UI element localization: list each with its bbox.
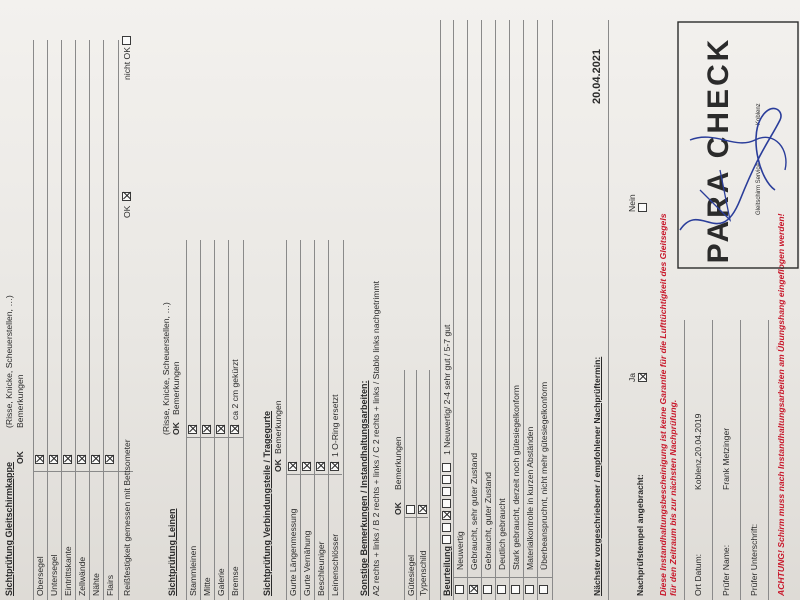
rating-scale-box[interactable] bbox=[442, 499, 451, 508]
row-label: Bremse bbox=[230, 566, 240, 596]
gleitschirmkappe-hint: (Risse, Knicke, Scheuerstellen, …) bbox=[4, 295, 14, 428]
rating-scale-box[interactable] bbox=[442, 535, 451, 544]
row-label: Gütesiegel bbox=[406, 554, 416, 596]
row-ok-checkbox[interactable] bbox=[216, 425, 225, 434]
rating-checkbox[interactable] bbox=[539, 585, 548, 594]
verbindung-title: Sichtprüfung Verbindungsteile / Tragegurte bbox=[262, 410, 272, 596]
row-label: Untersegel bbox=[49, 554, 59, 596]
stamp-small-text: Gleitschirm Service bbox=[756, 163, 762, 215]
table-row bbox=[47, 40, 62, 600]
row-label: Stammleinen bbox=[188, 545, 198, 596]
row-label: Beschleuniger bbox=[316, 541, 326, 596]
row-remark: ca 2 cm gekürzt bbox=[230, 359, 240, 420]
stamp-label: Nachprüfstempel angebracht: bbox=[635, 474, 645, 596]
field-value[interactable]: Frank Metzinger bbox=[721, 427, 731, 490]
rating-label: Stark gebraucht, derzeit noch gütesiegelkonform bbox=[511, 385, 521, 570]
next-check-date: 20.04.2021 bbox=[591, 48, 603, 104]
stamp-ja-checkbox[interactable] bbox=[638, 373, 647, 382]
row-ok-checkbox[interactable] bbox=[49, 455, 58, 464]
verbindung-remarks-header: Bemerkungen bbox=[273, 400, 283, 454]
stamp-nein-label: Nein bbox=[627, 194, 637, 212]
rating-label: Neuwertig bbox=[455, 531, 465, 570]
section-guetesiegel bbox=[392, 370, 432, 600]
rating-label: Deutlich gebraucht bbox=[497, 498, 507, 570]
table-row bbox=[228, 240, 244, 600]
next-check-label: Nächster vorgeschriebener / empfohlener Nachprüftermin: bbox=[592, 356, 602, 596]
row-ok-checkbox[interactable] bbox=[302, 462, 311, 471]
row-ok-checkbox[interactable] bbox=[202, 425, 211, 434]
section-gleitschirmkappe bbox=[0, 40, 145, 600]
row-label: Gurte Längenmessung bbox=[288, 508, 298, 596]
guete-col-remarks: Bemerkungen bbox=[393, 436, 403, 490]
row-label: Mitte bbox=[202, 577, 212, 596]
row-label: Zellwände bbox=[77, 556, 87, 596]
leinen-col-ok: OK bbox=[171, 422, 181, 435]
section-fields bbox=[684, 300, 772, 600]
row-ok-checkbox[interactable] bbox=[288, 462, 297, 471]
sonstige-title: Sonstige Bemerkungen / Instandhaltungsarbeiten: bbox=[359, 380, 369, 596]
row-label: Obersegel bbox=[35, 556, 45, 596]
field-row-bottom bbox=[768, 320, 769, 600]
stamp-ja-label: Ja bbox=[627, 372, 637, 382]
rating-label: Gebraucht, sehr guter Zustand bbox=[469, 452, 479, 570]
tear-test-label: Reißfestigkeit gemessen mit Bettsometer bbox=[122, 439, 132, 596]
disclaimer-text: Diese Instandhaltungsbescheinigung ist keine Garantie für die Lufttüchtigkeit des Gleitsegels für den Zeitraum bis zur nächsten Nachprüfung. bbox=[658, 213, 679, 596]
gleitschirmkappe-col-ok: OK bbox=[15, 451, 25, 464]
tear-nok-checkbox[interactable] bbox=[122, 36, 131, 45]
row-remark: 1 O-Ring ersetzt bbox=[330, 394, 340, 457]
company-stamp bbox=[676, 20, 800, 270]
stamp-small-text-2: Koblenz bbox=[756, 103, 762, 125]
field-label: Prüfer Name: bbox=[721, 544, 731, 596]
row-ok-checkbox[interactable] bbox=[406, 505, 415, 514]
row-ok-checkbox[interactable] bbox=[316, 462, 325, 471]
row-label: Gurte Vernähung bbox=[302, 530, 312, 596]
table-row bbox=[214, 240, 229, 600]
rating-checkbox[interactable] bbox=[511, 585, 520, 594]
rating-scale-box[interactable] bbox=[442, 487, 451, 496]
row-label: Typenschild bbox=[418, 550, 428, 596]
stamp-brand-text: PARA CHECK bbox=[702, 36, 735, 264]
leinen-title: Sichtprüfung Leinen bbox=[167, 508, 177, 596]
rating-scale-box[interactable] bbox=[442, 463, 451, 472]
verbindung-ok-header: OK bbox=[273, 459, 283, 472]
table-row bbox=[200, 240, 215, 600]
sonstige-text: A2 rechts + links / B 2 rechts + links / C 2 rechts + links / Stablo links nachgetrimmt bbox=[371, 281, 381, 596]
section-verbindung bbox=[258, 240, 348, 600]
rating-checkbox[interactable] bbox=[469, 585, 478, 594]
stamp-nein-checkbox[interactable] bbox=[638, 203, 647, 212]
row-ok-checkbox[interactable] bbox=[230, 425, 239, 434]
tear-ok-label: OK bbox=[122, 205, 132, 218]
gleitschirmkappe-col-remarks: Bemerkungen bbox=[15, 374, 25, 428]
row-label: Leinenschlösser bbox=[330, 533, 340, 596]
rating-checkbox[interactable] bbox=[483, 585, 492, 594]
table-row bbox=[33, 40, 48, 600]
rating-label: Materialkontrolle in kurzen Abständen bbox=[525, 426, 535, 570]
field-label: Ort Datum: bbox=[693, 553, 703, 596]
tear-nok-label: nicht OK bbox=[122, 47, 132, 80]
rating-label: Gebraucht, guter Zustand bbox=[483, 472, 493, 570]
row-ok-checkbox[interactable] bbox=[418, 505, 427, 514]
row-ok-checkbox[interactable] bbox=[77, 455, 86, 464]
divider bbox=[608, 20, 609, 600]
guete-col-ok: OK bbox=[393, 502, 403, 515]
row-label: Eintrittskante bbox=[63, 546, 73, 596]
rating-scale-box[interactable] bbox=[442, 475, 451, 484]
rating-scale-box[interactable] bbox=[442, 511, 451, 520]
section-naechster bbox=[588, 20, 610, 600]
section-stempel bbox=[626, 20, 656, 600]
section-beurteilung bbox=[440, 20, 580, 600]
table-row bbox=[61, 40, 76, 600]
row-ok-checkbox[interactable] bbox=[35, 455, 44, 464]
field-value[interactable]: Koblenz,20.04.2019 bbox=[693, 413, 703, 490]
table-row bbox=[453, 20, 468, 600]
rating-label: Überbeanspruchnt, nicht mehr gütesiegelkonform bbox=[539, 381, 549, 570]
table-row bbox=[89, 40, 104, 600]
row-ok-checkbox[interactable] bbox=[188, 425, 197, 434]
rating-checkbox[interactable] bbox=[525, 585, 534, 594]
tear-ok-checkbox[interactable] bbox=[122, 192, 131, 201]
rating-checkbox[interactable] bbox=[455, 585, 464, 594]
table-row bbox=[75, 40, 90, 600]
field-label: Prüfer Unterschrift: bbox=[749, 523, 759, 596]
rating-scale-box[interactable] bbox=[442, 523, 451, 532]
row-label: Flairs bbox=[105, 574, 115, 596]
row-ok-checkbox[interactable] bbox=[330, 462, 339, 471]
warning-text: ACHTUNG! Schirm muss nach Instandhaltungsarbeiten am Übungshang eingeflogen werden! bbox=[776, 213, 786, 596]
section-sonstige bbox=[356, 40, 386, 600]
leinen-hint: (Risse, Knicke, Scheuerstellen, …) bbox=[161, 302, 171, 435]
rating-checkbox[interactable] bbox=[497, 585, 506, 594]
row-ok-checkbox[interactable] bbox=[105, 455, 114, 464]
gleitschirmkappe-title: Sichtprüfung Gleitschirmkappe bbox=[4, 461, 14, 596]
row-ok-checkbox[interactable] bbox=[91, 455, 100, 464]
row-ok-checkbox[interactable] bbox=[63, 455, 72, 464]
rating-scale-text: 1 Neuwertig/ 2-4 sehr gut / 5-7 gut bbox=[442, 324, 452, 455]
row-label: Nähte bbox=[91, 573, 101, 596]
row-label: Galerie bbox=[216, 568, 226, 596]
leinen-col-remarks: Bemerkungen bbox=[171, 361, 181, 415]
beurteilung-title: Beurteilung bbox=[442, 545, 452, 596]
section-leinen bbox=[160, 240, 250, 600]
table-row bbox=[103, 40, 119, 600]
